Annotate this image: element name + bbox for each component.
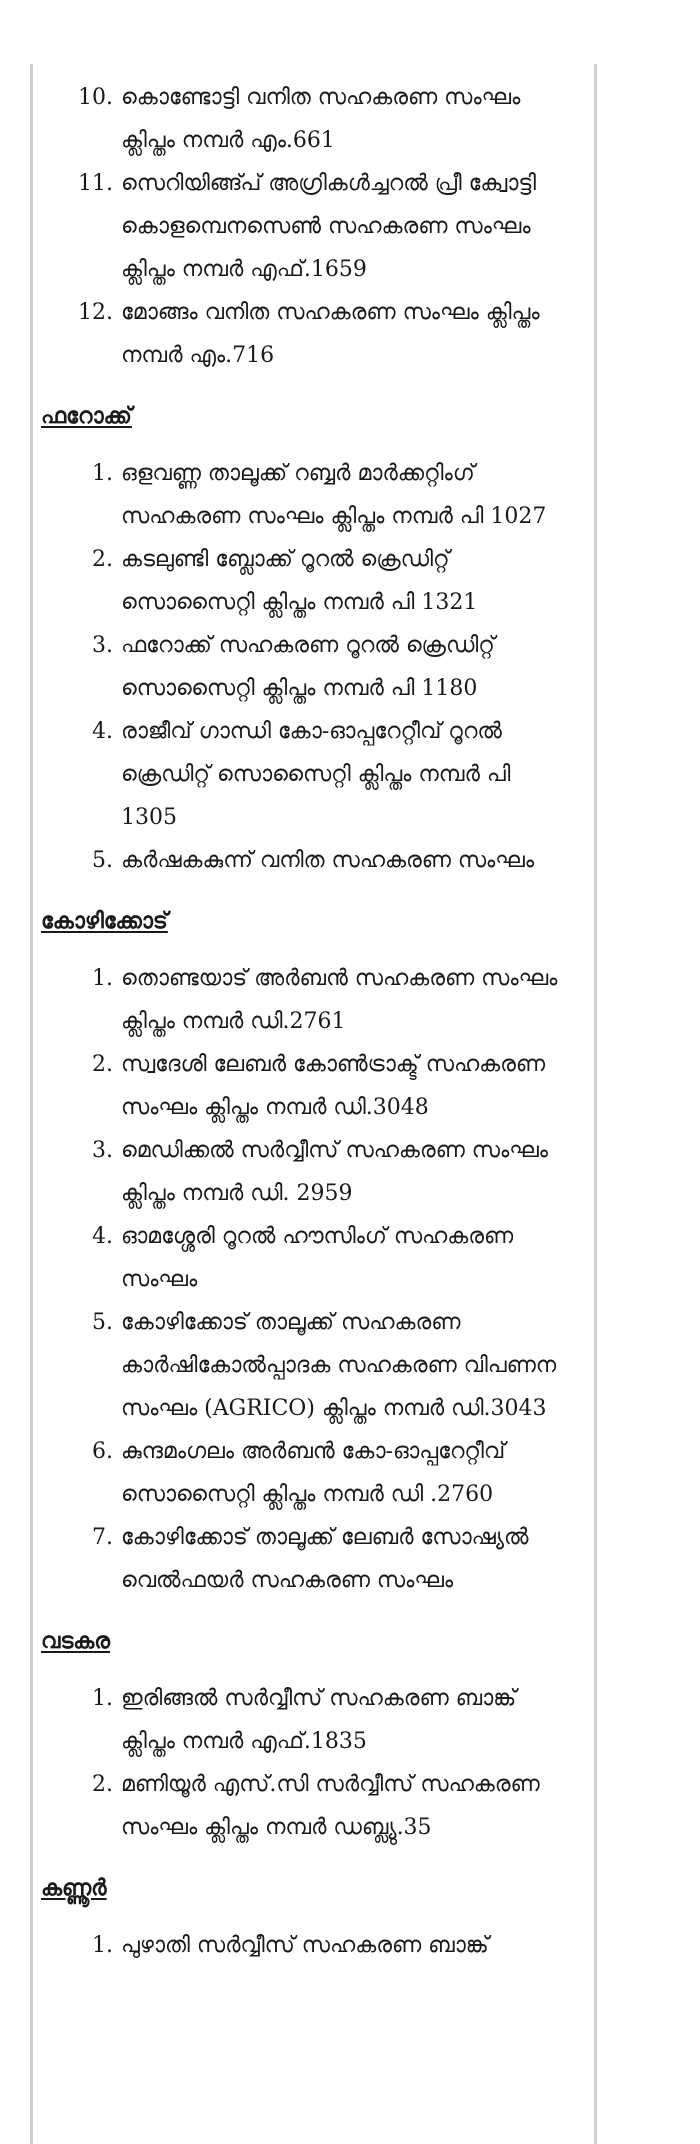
- section: [41, 76, 576, 395]
- list-item-line: ക്ലിപ്തം നമ്പർ ഡി. 2959: [121, 1181, 353, 1206]
- list-item-line: മോങ്ങം വനിത സഹകരണ സംഘം ക്ലിപ്തം: [121, 300, 540, 325]
- list-item-line: നമ്പർ എം.716: [121, 343, 275, 368]
- list-item: [41, 1129, 576, 1215]
- section-heading: ഫറോക്ക്: [41, 403, 132, 429]
- spacer: [41, 1910, 576, 1924]
- list-item-number: 10.: [78, 85, 113, 110]
- list-item-number: 3.: [92, 1138, 113, 1163]
- list-item-number: 11.: [78, 171, 113, 196]
- list-item-line: ക്ലിപ്തം നമ്പർ ഡി.2761: [121, 1009, 346, 1034]
- list-item-line: കൊണ്ടോട്ടി വനിത സഹകരണ സംഘം: [121, 85, 521, 110]
- list-item-line: പുഴാതി സർവ്വീസ് സഹകരണ ബാങ്ക്: [121, 1933, 489, 1958]
- list-item: [41, 1215, 576, 1301]
- list-item-number: 1.: [92, 461, 113, 486]
- list-item-line: സംഘം (AGRICO) ക്ലിപ്തം നമ്പർ ഡി.3043: [121, 1396, 547, 1421]
- list-item: [41, 1924, 576, 1967]
- list-item: [41, 76, 576, 162]
- list-item: [41, 162, 576, 291]
- spacer: [41, 1663, 576, 1677]
- list-item-line: കോഴിക്കോട് താലൂക്ക് ലേബർ സോഷ്യൽ: [121, 1525, 529, 1550]
- section: [41, 1620, 576, 1867]
- list-item-line: ഇരിങ്ങൽ സർവ്വീസ് സഹകരണ ബാങ്ക്: [121, 1686, 517, 1711]
- list-item: [41, 291, 576, 377]
- list-item-number: 4.: [92, 719, 113, 744]
- list-item-line: സംഘം ക്ലിപ്തം നമ്പർ ഡി.3048: [121, 1095, 429, 1120]
- list-item: [41, 624, 576, 710]
- list-item-line: 1305: [121, 805, 177, 830]
- list-item-number: 7.: [92, 1525, 113, 1550]
- document-content: [41, 76, 576, 1967]
- list-item-line: സംഘം ക്ലിപ്തം നമ്പർ ഡബ്ല്യു.35: [121, 1815, 432, 1840]
- list-item-line: രാജീവ് ഗാന്ധി കോ-ഓപ്പറേറ്റീവ് റൂറൽ: [121, 719, 502, 744]
- list-item-line: സെറിയിങ്ങ്പ് അഗ്രികൾച്ചറൽ പ്രീ ക്വോട്ടി: [121, 171, 537, 196]
- list-item-line: സഹകരണ സംഘം ക്ലിപ്തം നമ്പർ പി 1027: [121, 504, 547, 529]
- numbered-list: [41, 1924, 576, 1967]
- list-item-number: 2.: [92, 1772, 113, 1797]
- list-item-number: 3.: [92, 633, 113, 658]
- spacer: [41, 882, 576, 900]
- list-item-number: 1.: [92, 1686, 113, 1711]
- list-item-number: 2.: [92, 547, 113, 572]
- list-item-number: 5.: [92, 1310, 113, 1335]
- numbered-list: [41, 452, 576, 882]
- list-item: [41, 1516, 576, 1602]
- list-item: [41, 1763, 576, 1849]
- section: [41, 900, 576, 1620]
- list-item-number: 12.: [78, 300, 113, 325]
- list-item-number: 1.: [92, 1933, 113, 1958]
- list-item-line: തൊണ്ടയാട് അർബൻ സഹകരണ സംഘം: [121, 966, 558, 991]
- list-item-line: കർഷകകുന്ന് വനിത സഹകരണ സംഘം: [121, 848, 535, 873]
- list-item-line: സൊസൈറ്റി ക്ലിപ്തം നമ്പർ ഡി .2760: [121, 1482, 494, 1507]
- list-item-line: ഫറോക്ക് സഹകരണ റൂറൽ ക്രെഡിറ്റ്: [121, 633, 495, 658]
- list-item-line: ക്ലിപ്തം നമ്പർ എഫ്.1659: [121, 257, 367, 282]
- list-item: [41, 957, 576, 1043]
- spacer: [41, 1602, 576, 1620]
- spacer: [41, 377, 576, 395]
- list-item: [41, 452, 576, 538]
- spacer: [41, 943, 576, 957]
- list-item: [41, 710, 576, 839]
- section-heading: കോഴിക്കോട്: [41, 908, 168, 934]
- list-item-line: കോഴിക്കോട് താലൂക്ക് സഹകരണ: [121, 1310, 461, 1335]
- list-item-number: 2.: [92, 1052, 113, 1077]
- numbered-list: [41, 76, 576, 377]
- section: [41, 395, 576, 900]
- list-item: [41, 1430, 576, 1516]
- list-item-number: 5.: [92, 848, 113, 873]
- list-item-line: മെഡിക്കൽ സർവ്വീസ് സഹകരണ സംഘം: [121, 1138, 548, 1163]
- numbered-list: [41, 957, 576, 1602]
- spacer: [41, 438, 576, 452]
- list-item-line: സംഘം: [121, 1267, 198, 1292]
- list-item-line: സൊസൈറ്റി ക്ലിപ്തം നമ്പർ പി 1321: [121, 590, 478, 615]
- numbered-list: [41, 1677, 576, 1849]
- list-item: [41, 538, 576, 624]
- list-item: [41, 839, 576, 882]
- list-item-line: ക്രെഡിറ്റ് സൊസൈറ്റി ക്ലിപ്തം നമ്പർ പി: [121, 762, 511, 787]
- list-item: [41, 1677, 576, 1763]
- list-item-line: ക്ലിപ്തം നമ്പർ എം.661: [121, 128, 335, 153]
- list-item: [41, 1301, 576, 1430]
- list-item-line: കടലുണ്ടി ബ്ലോക്ക് റൂറൽ ക്രെഡിറ്റ്: [121, 547, 450, 572]
- section-heading: വടകര: [41, 1628, 111, 1654]
- list-item-line: സ്വദേശി ലേബർ കോൺട്രാക്ട് സഹകരണ: [121, 1052, 546, 1077]
- list-item-line: സൊസൈറ്റി ക്ലിപ്തം നമ്പർ പി 1180: [121, 676, 478, 701]
- list-item-line: വെൽഫയർ സഹകരണ സംഘം: [121, 1568, 454, 1593]
- list-item-line: ക്ലിപ്തം നമ്പർ എഫ്.1835: [121, 1729, 367, 1754]
- list-item: [41, 1043, 576, 1129]
- section: [41, 1867, 576, 1967]
- list-item-line: കുന്ദമംഗലം അർബൻ കോ-ഓപ്പറേറ്റീവ്: [121, 1439, 506, 1464]
- list-item-line: ഒളവണ്ണ താലൂക്ക് റബ്ബർ മാർക്കറ്റിംഗ്: [121, 461, 475, 486]
- list-item-line: കൊളമ്പെനസെൺ സഹകരണ സംഘം: [121, 214, 531, 239]
- list-item-line: ഓമശ്ശേരി റൂറൽ ഹൗസിംഗ് സഹകരണ: [121, 1224, 514, 1249]
- spacer: [41, 1849, 576, 1867]
- list-item-number: 4.: [92, 1224, 113, 1249]
- list-item-line: കാർഷികോൽപ്പാദക സഹകരണ വിപണന: [121, 1353, 557, 1378]
- list-item-number: 6.: [92, 1439, 113, 1464]
- document-page: [30, 64, 597, 2144]
- list-item-line: മണിയൂർ എസ്.സി സർവ്വീസ് സഹകരണ: [121, 1772, 540, 1797]
- section-heading: കണ്ണൂർ: [41, 1875, 107, 1901]
- list-item-number: 1.: [92, 966, 113, 991]
